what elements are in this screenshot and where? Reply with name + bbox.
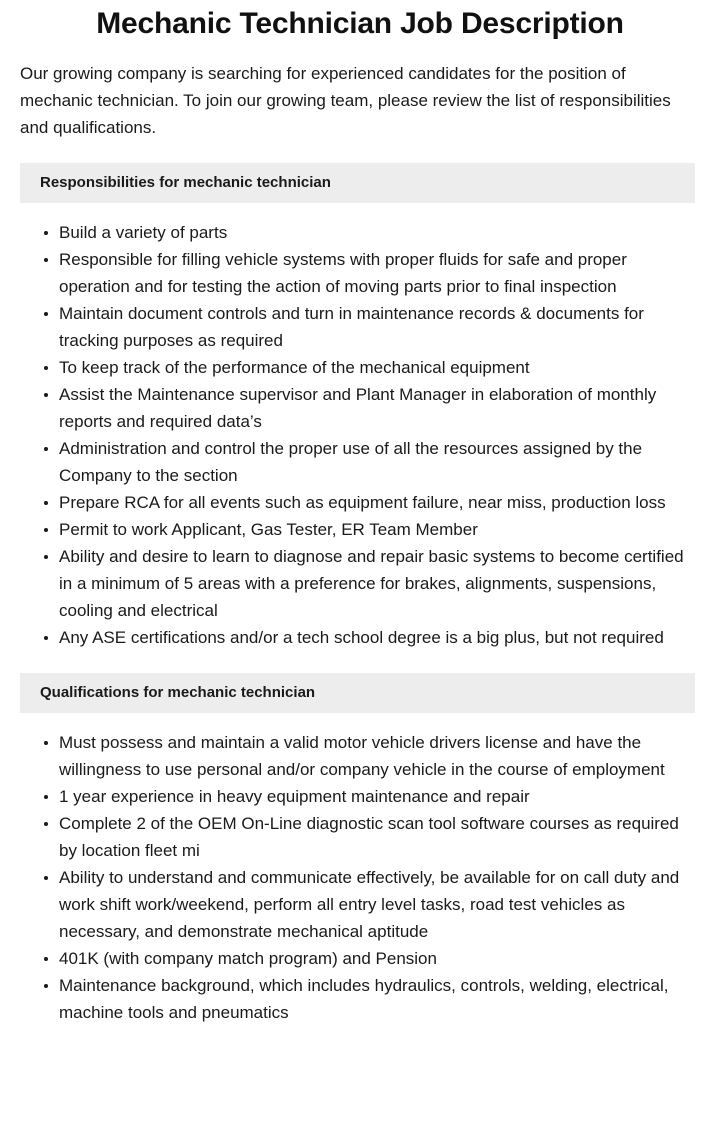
list-item: Complete 2 of the OEM On-Line diagnostic scan tool software courses as required by location fleet mi [44, 810, 685, 864]
list-item: To keep track of the performance of the mechanical equipment [44, 354, 685, 381]
list-item: 401K (with company match program) and Pension [44, 945, 685, 972]
list-item: Assist the Maintenance supervisor and Plant Manager in elaboration of monthly reports and required data’s [44, 381, 685, 435]
qualifications-section [0, 673, 720, 1026]
responsibilities-section-header [20, 163, 695, 203]
list-item: Maintenance background, which includes hydraulics, controls, welding, electrical, machine tools and pneumatics [44, 972, 685, 1026]
qualifications-list [0, 713, 720, 1026]
list-item: Administration and control the proper use of all the resources assigned by the Company to the section [44, 435, 685, 489]
list-item: Any ASE certifications and/or a tech school degree is a big plus, but not required [44, 624, 685, 651]
list-item: Build a variety of parts [44, 219, 685, 246]
responsibilities-section [0, 163, 720, 651]
list-item: Must possess and maintain a valid motor vehicle drivers license and have the willingness to use personal and/or company vehicle in the course of employment [44, 729, 685, 783]
qualifications-heading-label: Qualifications for mechanic technician [40, 684, 316, 701]
list-item: Maintain document controls and turn in maintenance records & documents for tracking purposes as required [44, 300, 685, 354]
responsibilities-heading-label: Responsibilities for mechanic technician [40, 174, 331, 191]
list-item: Responsible for filling vehicle systems with proper fluids for safe and proper operation and for testing the action of moving parts prior to final inspection [44, 246, 685, 300]
list-item: Ability to understand and communicate effectively, be available for on call duty and work shift work/weekend, perform all entry level tasks, road test vehicles as necessary, and demonstrate mechanical aptitude [44, 864, 685, 945]
list-item: Prepare RCA for all events such as equipment failure, near miss, production loss [44, 489, 685, 516]
page-title: Mechanic Technician Job Description [96, 7, 624, 40]
list-item: Permit to work Applicant, Gas Tester, ER Team Member [44, 516, 685, 543]
list-item: 1 year experience in heavy equipment maintenance and repair [44, 783, 685, 810]
intro-paragraph: Our growing company is searching for experienced candidates for the position of mechanic technician. To join our growing team, please review the list of responsibilities and qualifications. [20, 64, 671, 137]
qualifications-section-header [20, 673, 695, 713]
list-item: Ability and desire to learn to diagnose and repair basic systems to become certified in a minimum of 5 areas with a preference for brakes, alignments, suspensions, cooling and electrical [44, 543, 685, 624]
responsibilities-list [0, 203, 720, 651]
